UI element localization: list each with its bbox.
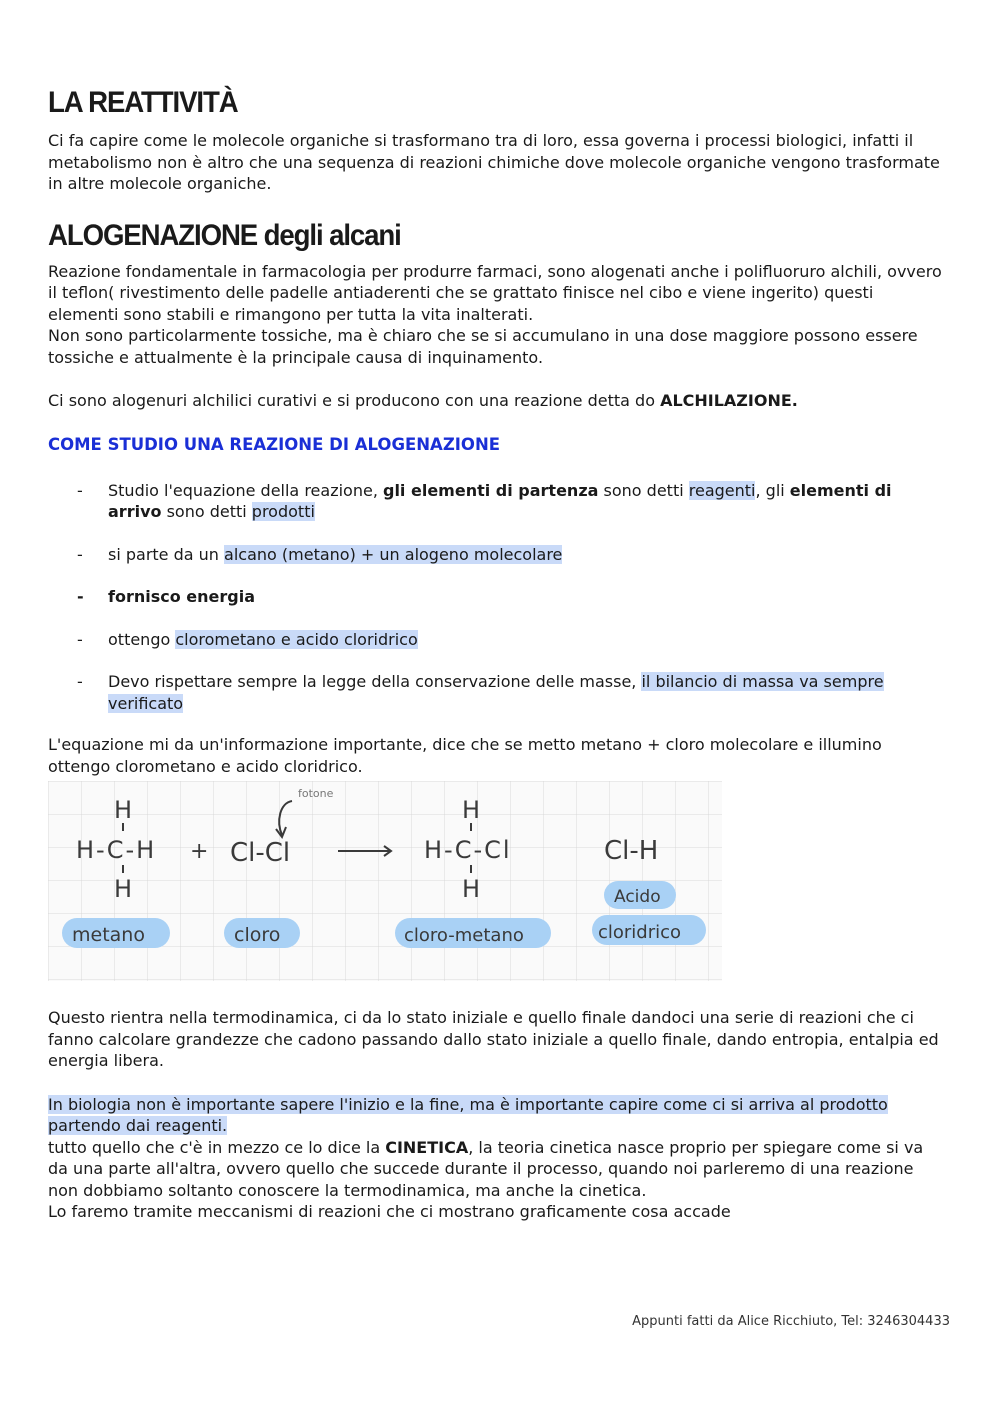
methane-h-top: H [114,796,133,824]
document-page [48,84,948,1223]
item-highlight: reagenti [688,480,756,500]
biology-highlight: In biologia non è importante sapere l'inizio e la fine, ma è importante capire come ci si arriva al prodotto partendo dai reagenti. [48,1094,888,1135]
biology-paragraph [48,1094,948,1137]
label-cloro: cloro [234,924,281,946]
alogenazione-paragraph-2: Non sono particolarmente tossiche, ma è chiaro che se si accumulano in una dose maggiore possono essere tossiche e attualmente è la principale causa di inquinamento. [48,326,918,367]
kinetics-bold: CINETICA [385,1137,469,1157]
alogenazione-paragraph-1: Reazione fondamentale in farmacologia per produrre farmaci, sono alogenati anche i polifluoruro alchili, ovvero il teflon( rivestimento delle padelle antiaderenti che se grattato finisce nel cibo e viene ingerito) questi elementi sono stabili e rimangono per tutta la vita inalterati. [48,261,942,324]
item-text: Studio l'equazione della reazione, [108,480,383,500]
label-acido: Acido [614,887,661,907]
item-text: sono detti [598,480,689,500]
item-text: Devo rispettare sempre la legge della conservazione delle masse, [108,672,642,691]
chloromethane-h-bottom: H [462,875,481,903]
item-text: sono detti [161,502,252,521]
mechanisms-paragraph: Lo faremo tramite meccanismi di reazioni che ci mostrano graficamente cosa accade [48,1202,731,1221]
plus-sign: + [190,839,209,864]
label-metano: metano [72,924,145,946]
thermo-paragraph: Questo rientra nella termodinamica, ci da lo stato iniziale e quello finale dandoci una serie di reazioni che ci fanno calcolare grandezze che cadono passando dallo stato iniziale a quello finale, dando entropia, entalpia ed energia libera. [48,1008,939,1070]
howto-list [48,480,948,715]
title-alogenazione: ALOGENAZIONE degli alcani [48,218,401,252]
reaction-diagram [48,781,722,981]
item-text: si parte da un [108,544,225,564]
item-bold: elementi di arrivo [108,480,892,521]
photon-label: fotone [298,787,334,800]
list-item [48,629,948,651]
hcl-molecule: Cl-H [604,836,659,866]
reattivita-paragraph: Ci fa capire come le molecole organiche si trasformano tra di loro, essa governa i processi biologici, infatti il metabolismo non è altro che una sequenza di reazioni chimiche dove molecole organiche vengono trasformate in altre molecole organiche. [48,131,940,193]
footer-credit: Appunti fatti da Alice Ricchiuto, Tel: 3246304433 [632,1314,950,1329]
title-reattivita: LA REATTIVITÀ [48,86,238,119]
kinetics-paragraph [48,1137,948,1202]
methane-hch: H-C-H [76,836,157,864]
item-highlight: alcano (metano) + un alogeno molecolare [224,544,563,564]
item-text: ottengo [108,629,176,649]
chloromethane-hccl: H-C-Cl [424,836,512,864]
howto-heading: COME STUDIO UNA REAZIONE DI ALOGENAZIONE [48,434,501,454]
list-item [48,480,948,523]
list-item [48,544,948,566]
list-item [48,671,948,714]
reaction-sketch [48,781,722,981]
methane-h-bottom: H [114,875,133,903]
alchilazione-bold: ALCHILAZIONE. [660,391,798,410]
label-cloridrico: cloridrico [598,922,682,943]
alchilazione-paragraph [48,390,948,412]
alchilazione-text: Ci sono alogenuri alchilici curativi e si producono con una reazione detta do [48,391,661,410]
item-bold: fornisco energia [108,587,256,606]
label-clorometano: cloro-metano [404,925,524,946]
chloromethane-h-top: H [462,796,481,824]
item-highlight: clorometano e acido cloridrico [175,629,418,649]
item-highlight: il bilancio di massa va sempre verificato [108,672,884,713]
equation-paragraph: L'equazione mi da un'informazione importante, dice che se metto metano + cloro molecolare e illumino ottengo clorometano e acido cloridrico. [48,735,882,776]
chlorine-molecule: Cl-Cl [230,838,291,868]
kinetics-text: , la teoria cinetica nasce proprio per spiegare come si va da una parte all'altra, ovvero quello che succede durante il processo, quando noi parleremo di una reazione non dobbiamo soltanto conoscere la termodinamica, ma anche la cinetica. [48,1137,924,1200]
item-text: , gli [755,480,790,500]
item-bold: gli elementi di partenza [382,480,599,500]
kinetics-text: tutto quello che c'è in mezzo ce lo dice la [48,1137,386,1157]
item-highlight: prodotti [251,502,315,521]
list-item [48,586,948,608]
